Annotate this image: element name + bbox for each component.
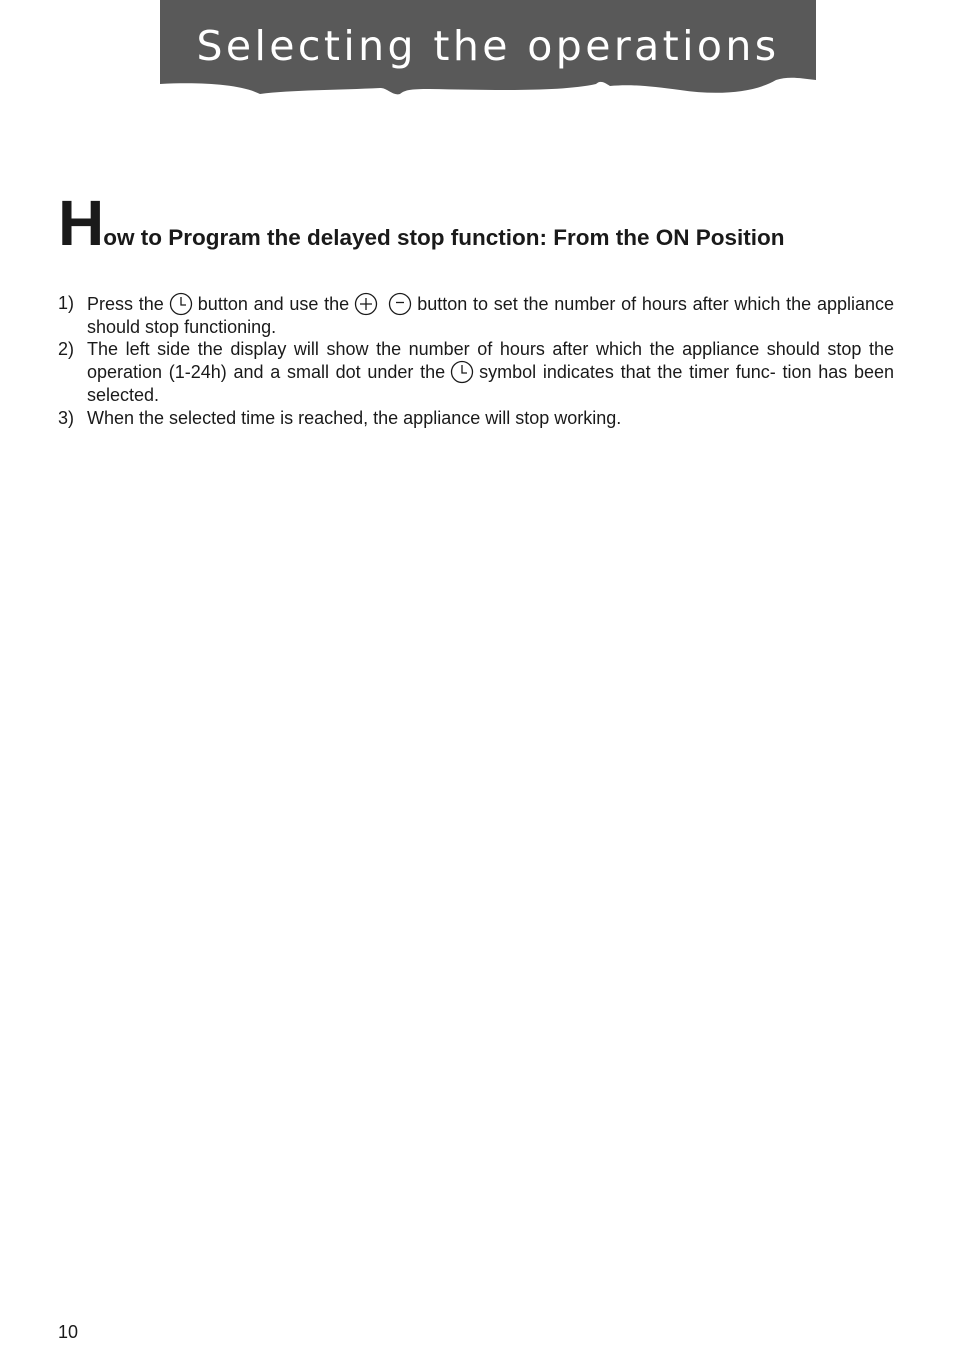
step-number: 3) [58, 407, 75, 428]
minus-icon [388, 292, 412, 316]
section-banner [160, 0, 816, 100]
step-number: 1) [58, 293, 75, 313]
page-number: 10 [58, 1322, 79, 1342]
section-heading [58, 186, 908, 260]
step-1 [58, 292, 894, 338]
plus-icon [354, 292, 378, 316]
clock-icon [450, 360, 474, 384]
step-text: When the selected time is reached, the appliance will stop working. [87, 407, 622, 428]
heading-initial: H [58, 187, 105, 259]
step-text: The left side the display will show the number of hours after which the appliance should stop the operation (1-24h) and a small dot under the [87, 339, 894, 383]
step-number: 2) [58, 339, 75, 360]
step-text: button to set the number of hours after which the appliance should stop functioning. [87, 294, 895, 337]
clock-icon [169, 292, 193, 316]
step-text: symbol indicates that the timer func- tion has been selected. [87, 362, 895, 406]
banner-title: Selecting the operations [196, 22, 780, 70]
steps-list [58, 292, 894, 429]
step-3 [58, 407, 894, 429]
step-text: button and use the [197, 294, 350, 314]
step-2 [58, 338, 894, 406]
step-text: Press the [87, 294, 164, 314]
heading-text: ow to Program the delayed stop function: From the ON Position [103, 225, 785, 250]
